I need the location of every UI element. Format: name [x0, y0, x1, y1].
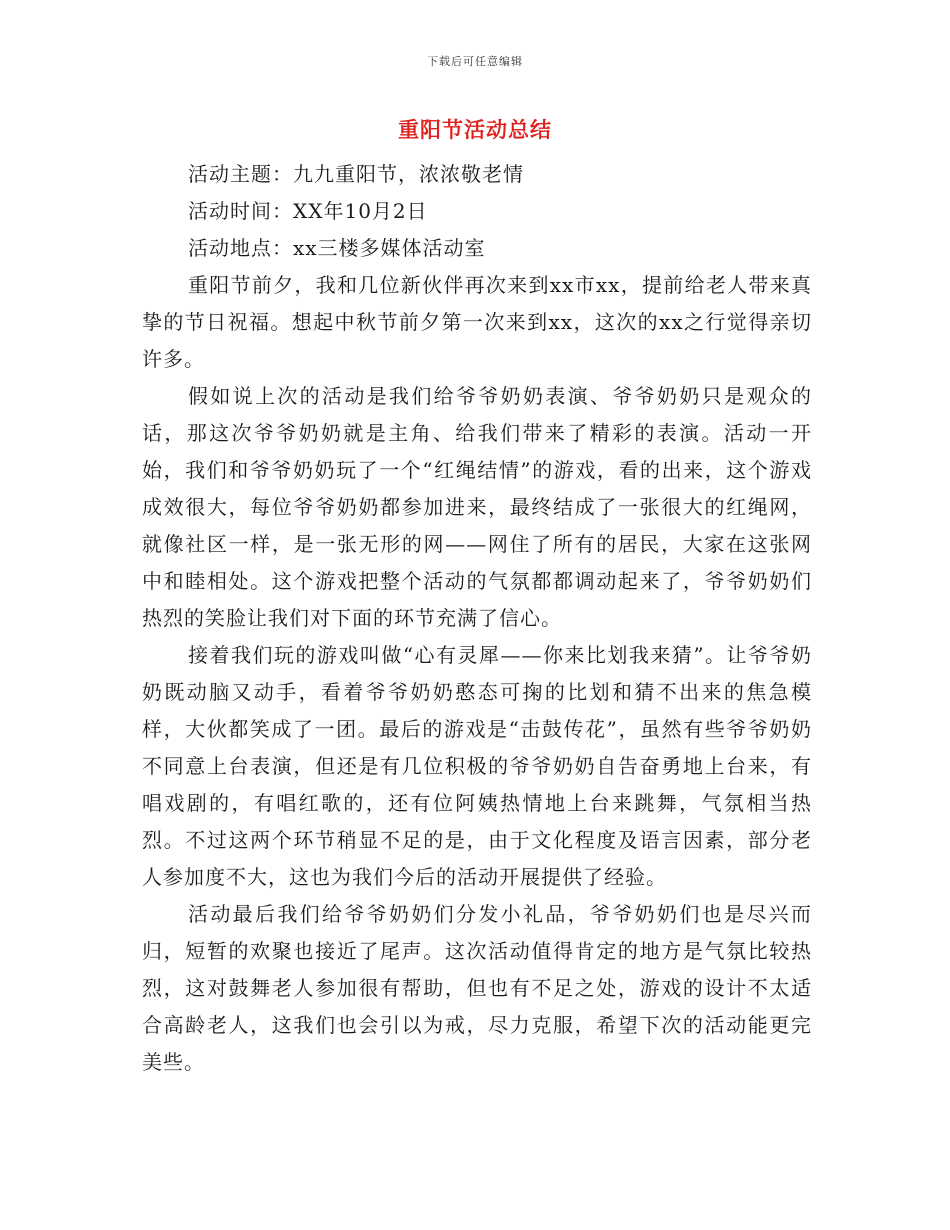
paragraph: 假如说上次的活动是我们给爷爷奶奶表演、爷爷奶奶只是观众的话，那这次爷爷奶奶就是主角、给我们带来了精彩的表演。活动一开始，我们和爷爷奶奶玩了一个“红绳结情”的游戏，看的出来，这个游戏成效很大，每位爷爷奶奶都参加进来，最终结成了一张很大的红绳网，就像社区一样，是一张无形的网——网住了所有的居民，大家在这张网中和睦相处。这个游戏把整个活动的气氛都都调动起来了，爷爷奶奶们热烈的笑脸让我们对下面的环节充满了信心。 — [142, 384, 812, 630]
paragraph: 活动最后我们给爷爷奶奶们分发小礼品，爷爷奶奶们也是尽兴而归，短暂的欢聚也接近了尾声。这次活动值得肯定的地方是气氛比较热烈，这对鼓舞老人参加很有帮助，但也有不足之处，游戏的设计不太适合高龄老人，这我们也会引以为戒，尽力克服，希望下次的活动能更完美些。 — [142, 902, 812, 1074]
paragraph: 接着我们玩的游戏叫做“心有灵犀——你来比划我来猜”。让爷爷奶奶既动脑又动手，看着爷爷奶奶憨态可掬的比划和猜不出来的焦急模样，大伙都笑成了一团。最后的游戏是“击鼓传花”，虽然有些爷爷奶奶不同意上台表演，但还是有几位积极的爷爷奶奶自告奋勇地上台来，有唱戏剧的，有唱红歌的，还有位阿姨热情地上台来跳舞，气氛相当热烈。不过这两个环节稍显不足的是，由于文化程度及语言因素，部分老人参加度不大，这也为我们今后的活动开展提供了经验。 — [142, 643, 812, 889]
activity-location: 活动地点：xx三楼多媒体活动室 — [188, 236, 486, 260]
paragraph: 重阳节前夕，我和几位新伙伴再次来到xx市xx，提前给老人带来真挚的节日祝福。想起中秋节前夕第一次来到xx，这次的xx之行觉得亲切许多。 — [142, 273, 812, 371]
page-header-note: 下载后可任意编辑 — [427, 55, 523, 68]
activity-theme: 活动主题：九九重阳节，浓浓敬老情 — [188, 162, 524, 186]
document-title: 重阳节活动总结 — [398, 117, 552, 142]
activity-time: 活动时间：XX年10月2日 — [188, 199, 428, 223]
document-body — [142, 156, 812, 1081]
